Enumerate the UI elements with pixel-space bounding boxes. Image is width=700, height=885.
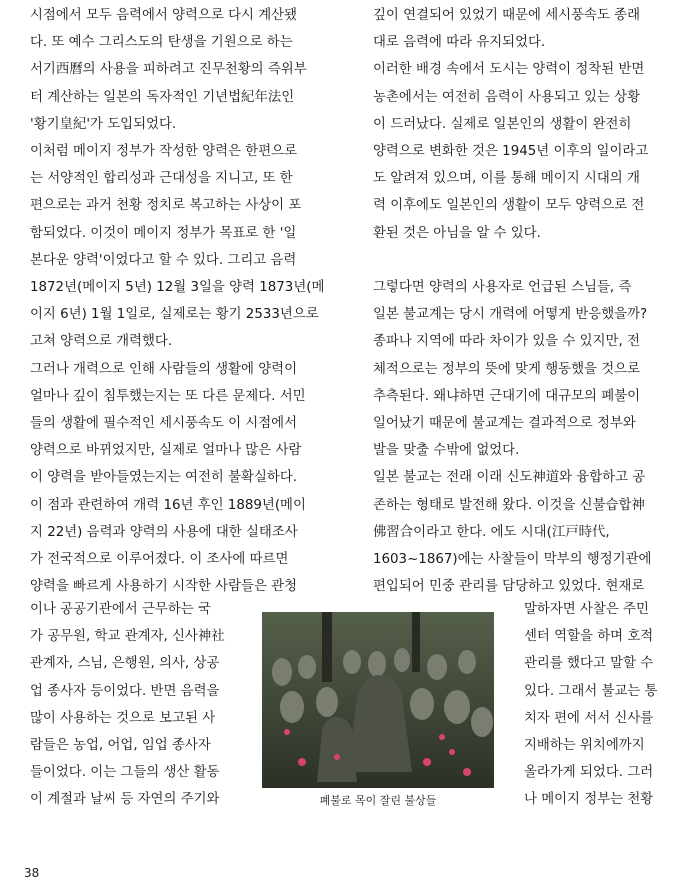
text-line: 추측된다. 왜냐하면 근대기에 대규모의 폐불이 [373,388,641,404]
text-line: 올라가게 되었다. 그러 [524,765,654,781]
text-line: 이나 공공기관에서 근무하는 국 [30,602,211,617]
text-line: 가 공무원, 학교 관계자, 신사神社 [30,629,225,645]
text-line: 서기西曆의 사용을 피하려고 진무천황의 즉위부 [30,62,307,78]
text-line: 이 점과 관련하여 개력 16년 후인 1889년(메이 [30,497,306,513]
text-line: 일본 불교계는 당시 개력에 어떻게 반응했을까? [373,307,648,323]
text-line: 업 종사자 등이었다. 반면 음력을 [30,683,220,699]
text-line: 지배하는 위치에까지 [524,738,645,754]
text-line: 종파나 지역에 따라 차이가 있을 수 있지만, 전 [373,334,640,350]
text-line: 람들은 농업, 어업, 임업 종사자 [30,738,211,754]
text-line: 는 서양적인 합리성과 근대성을 지니고, 또 한 [30,171,293,187]
page-number: 38 [24,866,40,880]
text-line: 도 알려져 있으며, 이를 통해 메이지 시대의 개 [373,171,640,187]
text-line: 센터 역할을 하며 호적 [524,629,654,645]
text-line: 그러나 개력으로 인해 사람들의 생활에 양력이 [30,361,298,377]
right-text-column-wrap [524,596,674,814]
text-line: 관계자, 스님, 은행원, 의사, 상공 [30,656,220,672]
left-text-column [30,2,330,600]
text-line: 대로 음력에 따라 유지되었다. [373,35,546,51]
text-line: 치자 편에 서서 신사를 [524,710,654,726]
figure-caption: 폐불로 목이 잘린 불상들 [319,794,437,807]
text-line: 이 양력을 받아들였는지는 여전히 불확실하다. [30,470,298,486]
text-line: 양력을 빠르게 사용하기 시작한 사람들은 관청 [30,579,298,595]
text-line: 지 22년) 음력과 양력의 사용에 대한 실태조사 [30,524,298,540]
text-line: 이처럼 메이지 정부가 작성한 양력은 한편으로 [30,144,298,160]
text-line: 편입되어 민중 관리를 담당하고 있었다. 현재로 [373,579,645,595]
text-line: 농촌에서는 여전히 음력이 사용되고 있는 상황 [373,89,641,105]
text-line [373,247,673,274]
text-line: 다. 또 예수 그리스도의 탄생을 기원으로 하는 [30,35,293,51]
left-text-column-wrap [30,596,245,814]
text-line: 존하는 형태로 발전해 왔다. 이것을 신불습합神 [373,497,645,513]
text-line: 깊이 연결되어 있었기 때문에 세시풍속도 종래 [373,8,641,23]
text-line: 편으로는 과거 천황 정치로 복고하는 사상이 포 [30,198,302,214]
text-line: 이지 6년) 1월 1일로, 실제로는 황기 2533년으로 [30,307,319,323]
text-line: 함되었다. 이것이 메이지 정부가 목표로 한 '일 [30,225,297,241]
text-line: 佛習合이라고 한다. 에도 시대(江戸時代, [373,524,610,540]
text-line: 그렇다면 양력의 사용자로 언급된 스님들, 즉 [373,280,632,296]
text-line: 체적으로는 정부의 뜻에 맞게 행동했을 것으로 [373,361,641,377]
right-text-column [373,2,673,600]
text-line: 관리를 했다고 말할 수 [524,656,654,672]
statues-photo-illustration [262,612,494,788]
text-line: 들이었다. 이는 그들의 생산 활동 [30,765,220,781]
text-line: 나 메이지 정부는 천황 [524,792,654,808]
text-line: 터 계산하는 일본의 독자적인 기년법紀年法인 [30,89,295,105]
text-line: 발을 맞출 수밖에 없었다. [373,443,520,459]
text-line: 1872년(메이지 5년) 12월 3일을 양력 1873년(메 [30,280,325,296]
text-line: 이러한 배경 속에서 도시는 양력이 정착된 반면 [373,62,645,78]
text-line: 1603~1867)에는 사찰들이 막부의 행정기관에 [373,552,652,568]
photo-headless-buddha-statues [262,612,494,788]
text-line: 양력으로 변화한 것은 1945년 이후의 일이라고 [373,144,649,160]
text-line: 말하자면 사찰은 주민 [524,602,649,617]
text-line: 많이 사용하는 것으로 보고된 사 [30,710,216,726]
text-line: 일어났기 때문에 불교계는 결과적으로 정부와 [373,416,636,432]
text-line: 시점에서 모두 음력에서 양력으로 다시 계산됐 [30,8,298,23]
text-line: 이 드러났다. 실제로 일본인의 생활이 완전히 [373,116,632,132]
text-line: 들의 생활에 필수적인 세시풍속도 이 시점에서 [30,416,298,432]
text-line: '황기皇紀'가 도입되었다. [30,116,177,132]
text-line: 가 전국적으로 이루어졌다. 이 조사에 따르면 [30,552,289,568]
text-line: 얼마나 깊이 침투했는지는 또 다른 문제다. 서민 [30,388,306,404]
text-line: 양력으로 바뀌었지만, 실제로 얼마나 많은 사람 [30,443,302,459]
text-line: 이 계절과 날씨 등 자연의 주기와 [30,792,220,808]
text-line: 력 이후에도 일본인의 생활이 모두 양력으로 전 [373,198,645,214]
text-line: 고쳐 양력으로 개력했다. [30,334,173,350]
text-line: 환된 것은 아님을 알 수 있다. [373,225,541,241]
text-line: 본다운 양력'이었다고 할 수 있다. 그리고 음력 [30,252,297,268]
text-line: 일본 불교는 전래 이래 신도神道와 융합하고 공 [373,470,646,486]
text-line: 있다. 그래서 불교는 통 [524,683,658,699]
